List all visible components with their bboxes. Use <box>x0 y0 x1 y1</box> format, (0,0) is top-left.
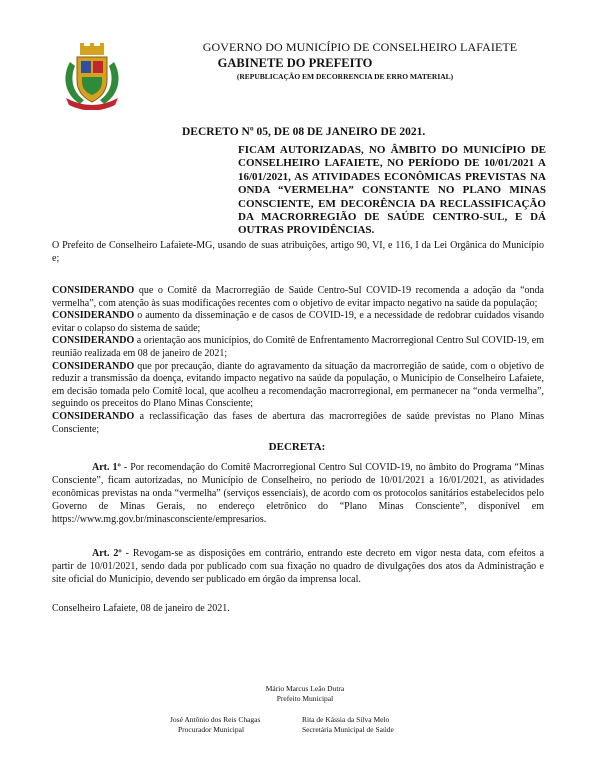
considerando-paragraph <box>52 361 544 411</box>
mayor-signature <box>230 684 380 703</box>
article-2-text: - Revogam-se as disposições em contrário, entrando este decreto em vigor nesta data, com efeitos a partir de 10/01/2021, sendo dada por publicado com sua fixação no quadro de divulgações dos atos da Administração e site oficial do Município, devendo ser publicado em órgão da imprensa local. <box>52 548 545 585</box>
considerando-paragraph <box>52 310 544 335</box>
decree-title: DECRETO Nº 05, DE 08 DE JANEIRO DE 2021. <box>182 126 426 138</box>
republication-note: (REPUBLICAÇÃO EM DECORRENCIA DE ERRO MATERIAL) <box>236 72 454 81</box>
considerando-paragraph <box>52 335 544 360</box>
office-name: GABINETE DO PREFEITO <box>217 56 373 70</box>
considerando-text: que por precaução, diante do agravamento da situação da macrorregião de saúde, com o objetivo de reduzir a transmissão da doença, evitando impacto negativo na saúde da população, o Município de Conselheiro Lafaiete, em decisão tomada pelo Comitê local, que acolheu a recomendação macrorregional, em permanecer na “onda vermelha”, seguindo os preceitos do Plano Minas Consciente; <box>52 360 544 410</box>
considerandos-section <box>52 285 544 436</box>
considerando-label: CONSIDERANDO <box>52 285 135 296</box>
government-name: GOVERNO DO MUNICÍPIO DE CONSELHEIRO LAFAIETE <box>202 40 518 54</box>
article-2-label: Art. 2º <box>92 548 122 559</box>
article-2 <box>52 547 544 586</box>
health-secretary-signature <box>302 715 462 734</box>
considerando-label: CONSIDERANDO <box>52 335 135 347</box>
mayor-name: Mário Marcus Leão Dutra <box>265 684 345 693</box>
considerando-text: que o Comitê da Macrorregião de Saúde Centro-Sul COVID-19 recomenda a adoção da “onda vermelha”, com atenção às suas modificações recentes com o objetivo de evitar impacto negativo na saúde da população; <box>52 285 544 309</box>
decreta-heading: DECRETA: <box>268 441 326 453</box>
considerando-label: CONSIDERANDO <box>52 360 135 372</box>
considerando-paragraph <box>52 411 544 436</box>
considerando-text: a reclassificação das fases de abertura das macrorregiões de saúde previstas no Plano Minas Consciente; <box>52 410 544 435</box>
place-and-date: Conselheiro Lafaiete, 08 de janeiro de 2021. <box>52 603 230 614</box>
health-secretary-role: Secretária Municipal de Saúde <box>302 724 394 734</box>
decree-summary: FICAM AUTORIZADAS, NO ÂMBITO DO MUNICÍPIO DE CONSELHEIRO LAFAIETE, NO PERÍODO DE 10/01/2021 A 16/01/2021, AS ATIVIDADES ECONÔMICAS PREVISTAS NA ONDA “VERMELHA” CONSTANTE NO PLANO MINAS CONSCIENTE, EM DECORÊNCIA DA RECLASSIFICAÇÃO DA MACRORREGIÃO DE SAÚDE CENTRO-SUL, E DÁ OUTRAS PROVIDÊNCIAS. <box>238 144 546 237</box>
article-1-label: Art. 1º <box>92 462 121 473</box>
article-1-text: - Por recomendação do Comitê Macrorregional Centro Sul COVID-19, no âmbito do Programa “Minas Consciente”, ficam autorizadas, no Município de Conselheiro, no período de 10/01/2021 a 16/01/2021, as atividades econômicas previstas na onda “vermelha” (serviços essenciais), de acordo com os protocolos sanitários estabelecidos pelo Governo de Minas Gerais, no endereço eletrônico do “Plano Minas Consciente”, disponível em https://www.mg.gov.br/minasconsciente/empresarios. <box>52 462 544 525</box>
mayor-role: Prefeito Municipal <box>276 693 334 703</box>
attorney-name: José Antônio dos Reis Chagas <box>170 715 261 724</box>
coat-of-arms-icon <box>60 42 124 110</box>
intro-paragraph: O Prefeito de Conselheiro Lafaiete-MG, usando de suas atribuições, artigo 90, VI, e 116, I da Lei Orgânica do Município e; <box>52 240 544 264</box>
considerando-text: o aumento da disseminação e de casos de COVID-19, e a necessidade de redobrar cuidados visando evitar o colapso do sistema de saúde; <box>52 310 544 334</box>
document-header <box>140 40 540 81</box>
considerando-label: CONSIDERANDO <box>52 410 135 422</box>
considerando-paragraph <box>52 285 544 310</box>
considerando-text: a orientação aos municípios, do Comitê de Enfrentamento Macrorregional Centro Sul COVID-19, em reunião realizada em 08 de janeiro de 2021; <box>52 335 544 359</box>
considerando-label: CONSIDERANDO <box>52 310 135 322</box>
health-secretary-name: Rita de Kássia da Silva Melo <box>302 715 390 724</box>
article-1 <box>52 461 544 526</box>
attorney-role: Procurador Municipal <box>178 724 245 734</box>
